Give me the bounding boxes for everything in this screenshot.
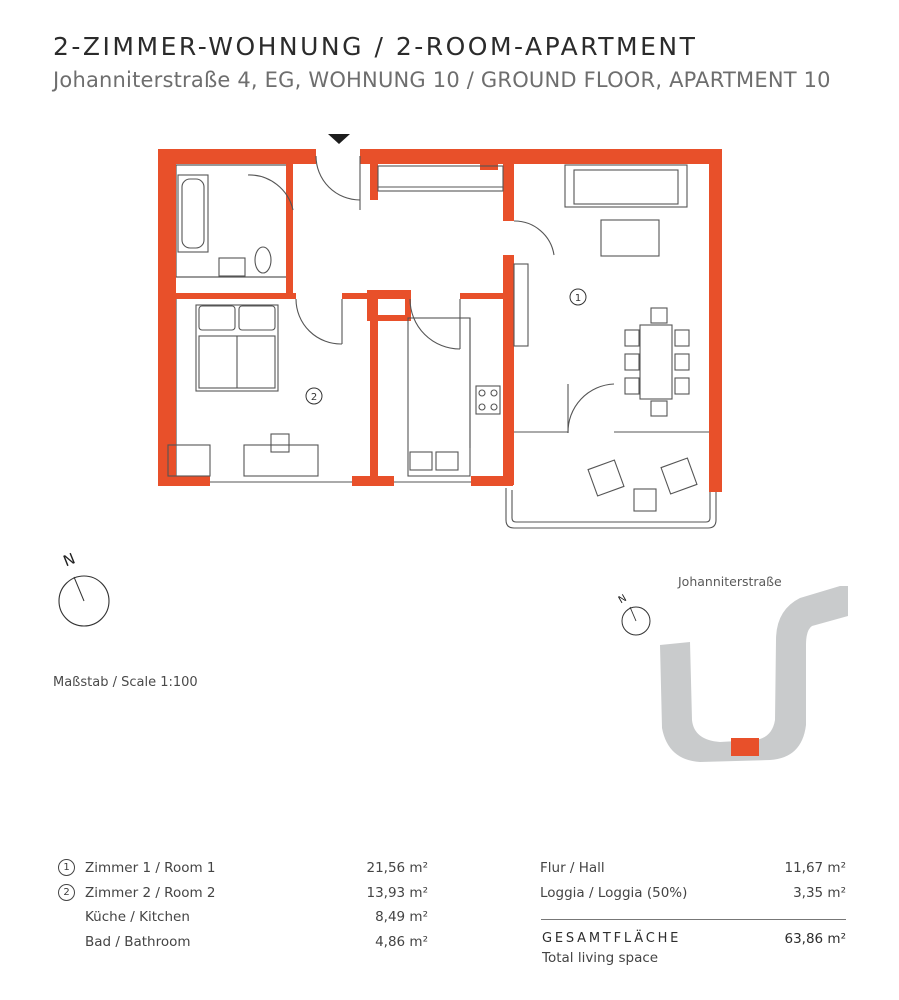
hall-value: 11,67 m² bbox=[784, 860, 846, 876]
room-2-value: 13,93 m² bbox=[366, 885, 428, 901]
room-1-value: 21,56 m² bbox=[366, 860, 428, 876]
side-table-loggia bbox=[634, 489, 656, 511]
site-building bbox=[660, 586, 848, 762]
wall-living-top bbox=[503, 149, 514, 221]
stove bbox=[476, 386, 500, 414]
room-1-label: Zimmer 1 / Room 1 bbox=[85, 860, 216, 876]
coffee-table bbox=[601, 220, 659, 256]
site-map bbox=[617, 586, 848, 762]
toilet bbox=[255, 247, 271, 273]
wall-living-left bbox=[503, 255, 514, 485]
wall-left bbox=[158, 149, 176, 485]
total-label: GESAMTFLÄCHE bbox=[542, 931, 682, 946]
site-highlight-unit bbox=[731, 738, 759, 756]
bathroom-value: 4,86 m² bbox=[375, 934, 428, 950]
loggia-label: Loggia / Loggia (50%) bbox=[540, 885, 688, 901]
kitchen-label: Küche / Kitchen bbox=[85, 909, 190, 925]
scale-label: Maßstab / Scale 1:100 bbox=[53, 675, 198, 690]
page-title: 2-ZIMMER-WOHNUNG / 2-ROOM-APARTMENT bbox=[53, 32, 698, 61]
room-2-marker: 2 bbox=[58, 884, 75, 901]
room-1-marker: 1 bbox=[58, 859, 75, 876]
pillow-left bbox=[199, 306, 235, 330]
compass-needle bbox=[74, 577, 84, 601]
compass-n-label: N bbox=[60, 549, 78, 571]
wall-right bbox=[709, 149, 722, 492]
wall-top-right bbox=[516, 149, 722, 164]
bathroom-outline bbox=[176, 165, 287, 277]
street-label: Johanniterstraße bbox=[678, 574, 782, 589]
pillow-right bbox=[239, 306, 275, 330]
wall-bathroom-top bbox=[176, 156, 286, 164]
door-loggia bbox=[568, 384, 614, 433]
door-living bbox=[514, 221, 554, 255]
wall-kitchen-top bbox=[460, 293, 506, 299]
wall-chunk bbox=[480, 156, 498, 170]
compass bbox=[59, 549, 109, 626]
room-marker-2-label: 2 bbox=[310, 392, 318, 403]
total-value: 63,86 m² bbox=[784, 931, 846, 947]
sink-basin-2 bbox=[436, 452, 458, 470]
door-kitchen bbox=[410, 299, 460, 349]
bathroom-label: Bad / Bathroom bbox=[85, 934, 191, 950]
wall-bathroom-right bbox=[286, 156, 293, 298]
walls bbox=[158, 149, 722, 492]
door-bedroom bbox=[296, 299, 342, 344]
sink-basin-1 bbox=[410, 452, 432, 470]
lounge-chair-2 bbox=[661, 458, 697, 494]
loggia-value: 3,35 m² bbox=[793, 885, 846, 901]
entrance-arrow-icon bbox=[328, 134, 350, 144]
kitchen-value: 8,49 m² bbox=[375, 909, 428, 925]
shelf bbox=[514, 264, 528, 346]
sofa bbox=[565, 165, 687, 207]
room-marker-1-label: 1 bbox=[574, 293, 582, 304]
lounge-chair-1 bbox=[588, 460, 624, 496]
page-subtitle: Johanniterstraße 4, EG, WOHNUNG 10 / GROUND FLOOR, APARTMENT 10 bbox=[53, 68, 831, 92]
wall-bottom-1 bbox=[158, 476, 210, 486]
dining-table bbox=[640, 325, 672, 399]
room-2-label: Zimmer 2 / Room 2 bbox=[85, 885, 216, 901]
wall-hall bbox=[370, 156, 378, 200]
wall-bedroom-top bbox=[168, 293, 296, 299]
site-compass-n-label: N bbox=[616, 592, 629, 607]
room-markers bbox=[306, 289, 586, 404]
bathtub-inner bbox=[182, 179, 204, 248]
total-divider bbox=[541, 919, 846, 920]
desk bbox=[244, 445, 318, 476]
sink bbox=[219, 258, 245, 276]
wall-partition-1 bbox=[370, 293, 378, 483]
door-entrance bbox=[316, 156, 360, 200]
total-sublabel: Total living space bbox=[542, 950, 659, 966]
desk-chair bbox=[271, 434, 289, 452]
hall-label: Flur / Hall bbox=[540, 860, 605, 876]
